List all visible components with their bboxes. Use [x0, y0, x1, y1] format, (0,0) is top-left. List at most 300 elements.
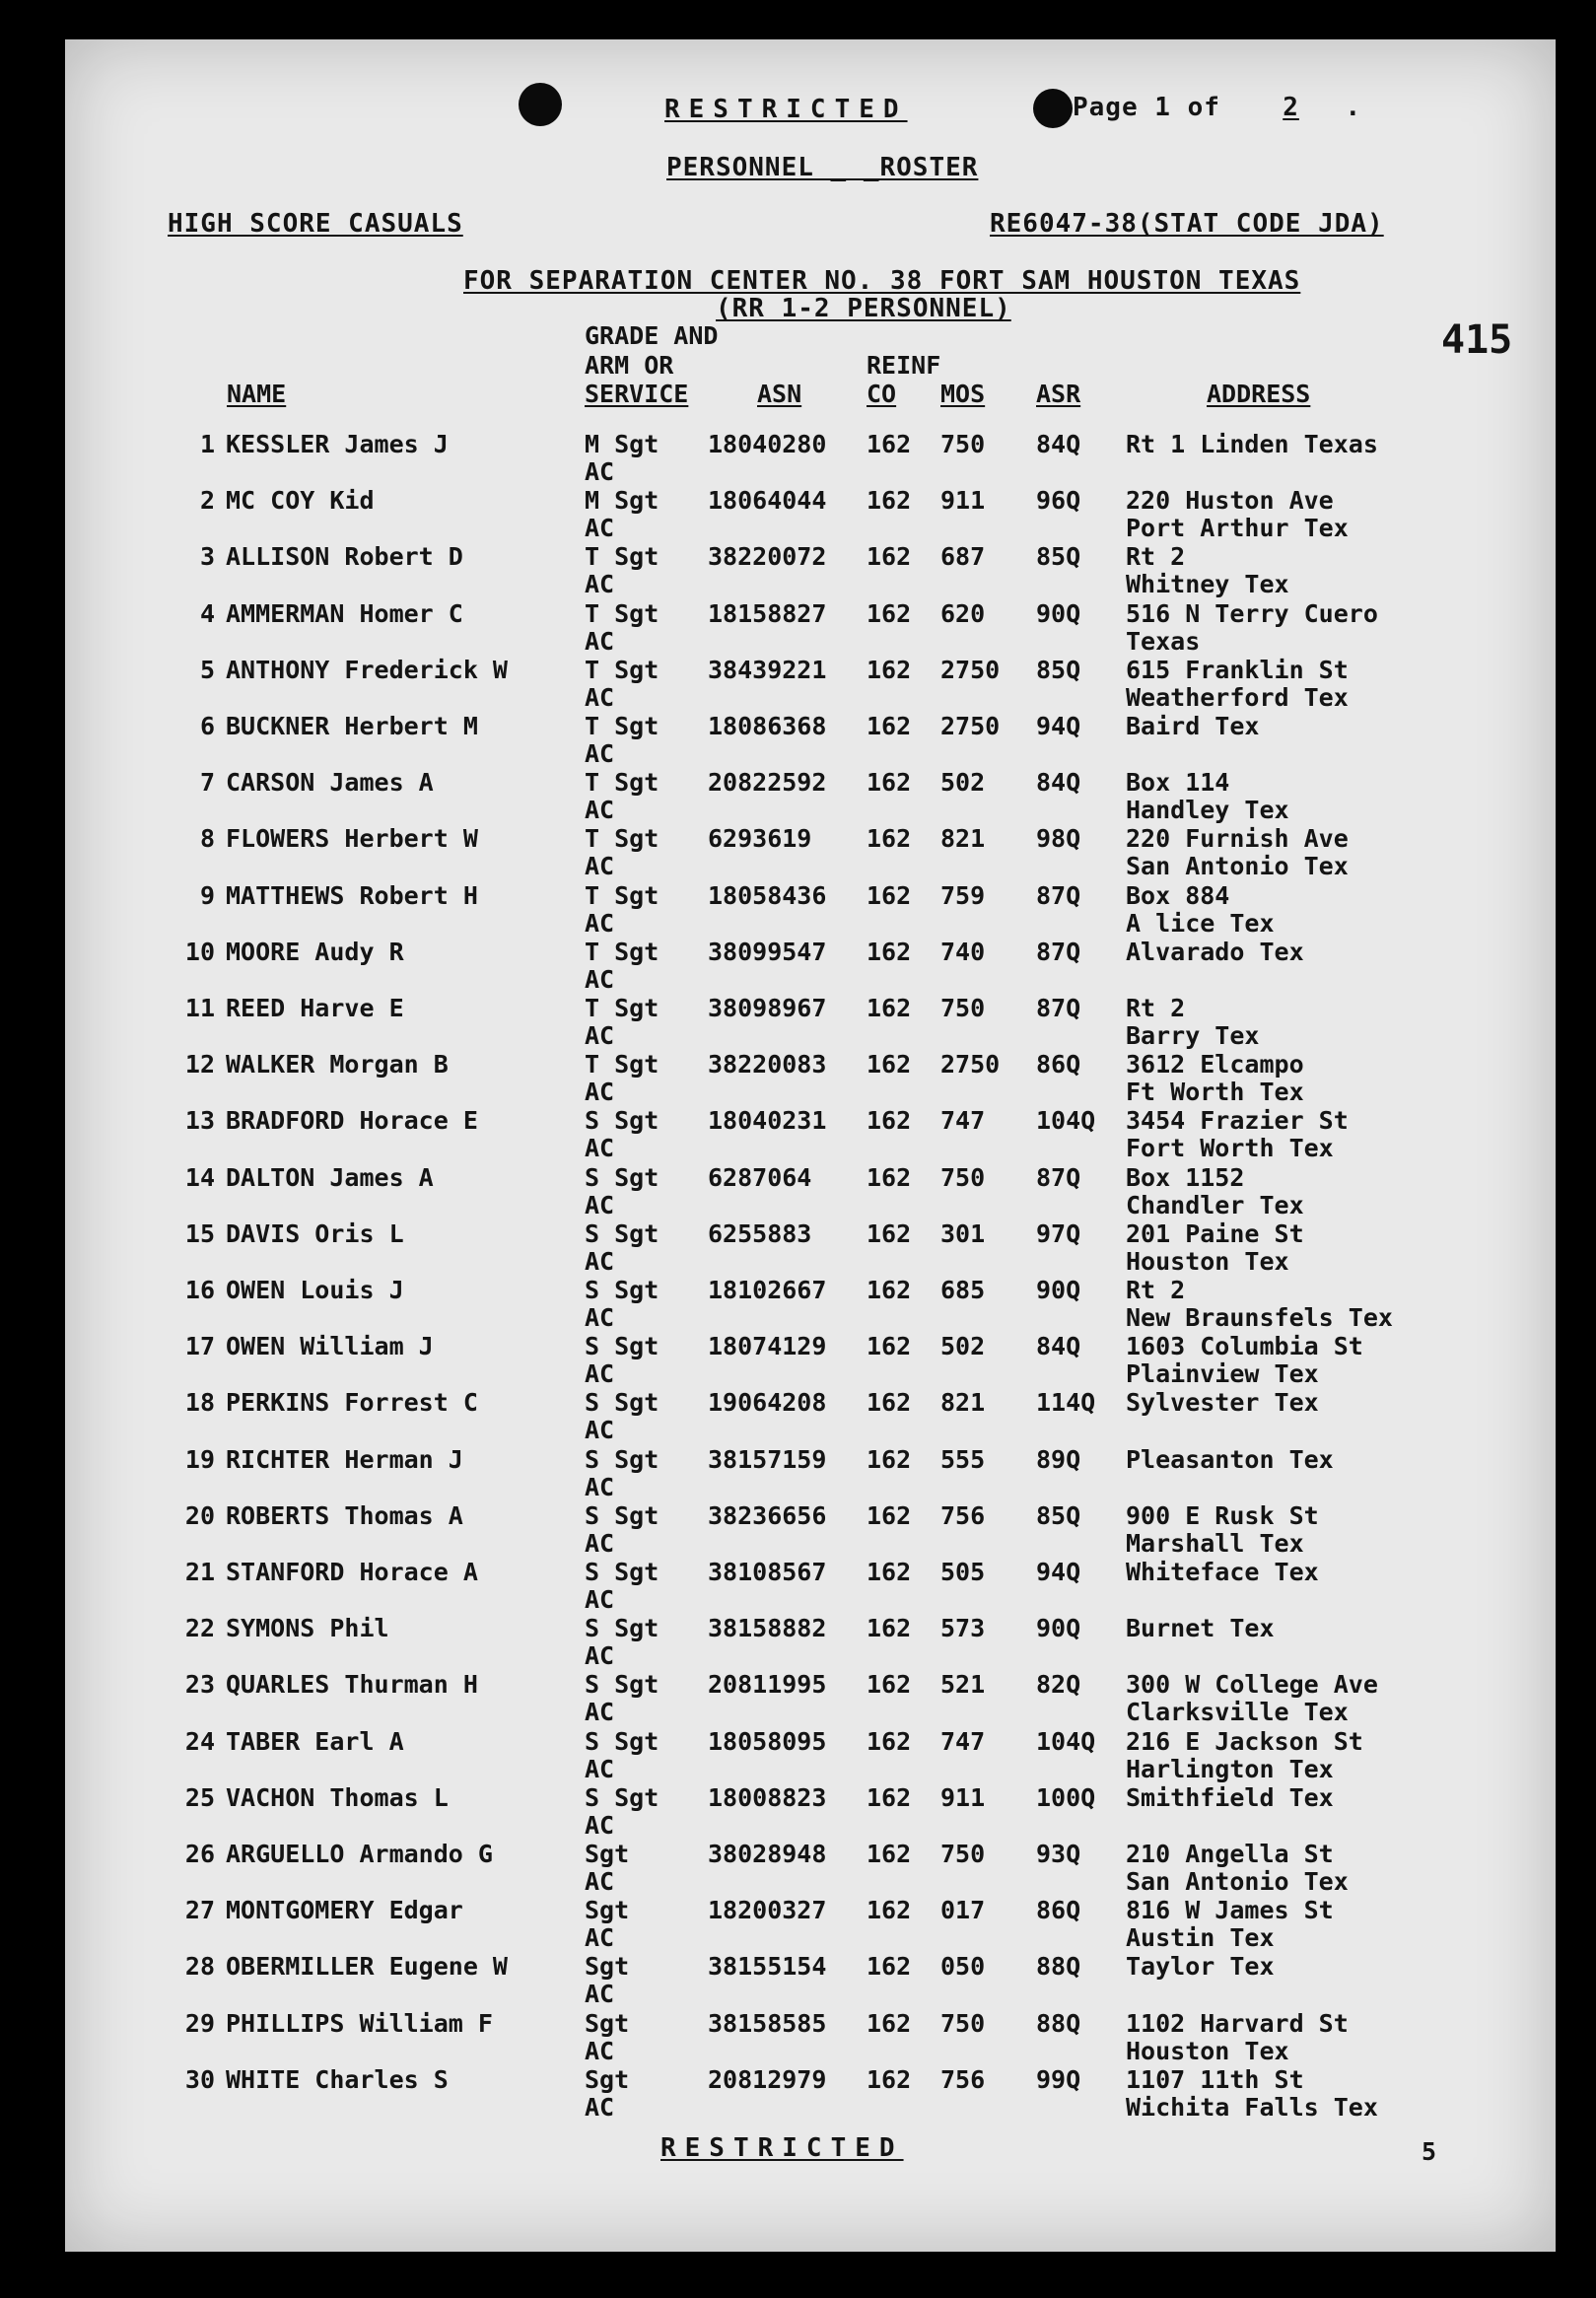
row-name: WHITE Charles S	[226, 2064, 449, 2094]
row-number: 25	[184, 1782, 215, 1812]
row-grade: T Sgt	[585, 880, 659, 910]
roster-title: PERSONNEL _ _ROSTER	[666, 153, 979, 182]
row-reinf-co: 162	[867, 1614, 912, 1643]
row-arm: AC	[585, 1021, 615, 1050]
row-asn: 6293619	[708, 824, 812, 854]
row-name: STANFORD Horace A	[226, 1558, 478, 1586]
row-asn: 18064044	[708, 486, 827, 516]
table-row	[65, 1276, 1556, 1333]
row-name: ANTHONY Frederick W	[226, 655, 508, 684]
row-reinf-co: 162	[867, 1444, 912, 1474]
row-asr: 84Q	[1036, 768, 1081, 798]
row-mos: 821	[940, 1388, 986, 1418]
row-grade: S Sgt	[585, 1726, 659, 1756]
table-row	[65, 1163, 1556, 1220]
row-number: 3	[199, 542, 215, 572]
row-address-line1: Box 1152	[1126, 1162, 1245, 1192]
row-arm: AC	[585, 457, 615, 486]
row-arm: AC	[585, 1078, 615, 1107]
row-asn: 20812979	[708, 2064, 827, 2094]
row-mos: 017	[940, 1896, 986, 1925]
row-mos: 756	[940, 1500, 986, 1530]
row-grade: T Sgt	[585, 598, 659, 628]
row-reinf-co: 162	[867, 1782, 912, 1812]
row-number: 23	[184, 1670, 215, 1700]
row-name: VACHON Thomas L	[226, 1782, 449, 1812]
row-arm: AC	[585, 1980, 615, 2009]
row-arm: AC	[585, 1246, 615, 1276]
row-asr: 88Q	[1036, 2008, 1081, 2038]
row-address-line2: Wichita Falls Tex	[1126, 2092, 1378, 2122]
row-name: SYMONS Phil	[226, 1614, 389, 1643]
table-row	[65, 1896, 1556, 1953]
table-row	[65, 1388, 1556, 1445]
row-number: 19	[184, 1444, 215, 1474]
row-name: BUCKNER Herbert M	[226, 712, 478, 740]
row-grade: Sgt	[585, 2064, 630, 2094]
row-mos: 747	[940, 1106, 986, 1136]
row-address-line1: Box 884	[1126, 880, 1230, 910]
row-asn: 38028948	[708, 1840, 827, 1868]
row-address-line1: Taylor Tex	[1126, 1952, 1275, 1982]
row-number: 16	[184, 1276, 215, 1304]
row-name: MC COY Kid	[226, 486, 375, 516]
table-row	[65, 486, 1556, 543]
col-asr: ASR	[1036, 380, 1081, 408]
row-asr: 93Q	[1036, 1840, 1081, 1868]
row-arm: AC	[585, 1867, 615, 1896]
row-mos: 573	[940, 1614, 986, 1643]
row-asr: 84Q	[1036, 430, 1081, 458]
row-asn: 6255883	[708, 1219, 812, 1248]
col-address: ADDRESS	[1207, 380, 1311, 408]
row-number: 7	[199, 768, 215, 798]
table-row	[65, 1670, 1556, 1727]
row-asr: 85Q	[1036, 655, 1081, 684]
row-number: 20	[184, 1500, 215, 1530]
row-arm: AC	[585, 2092, 615, 2122]
row-arm: AC	[585, 1134, 615, 1163]
row-grade: T Sgt	[585, 937, 659, 966]
row-grade: S Sgt	[585, 1782, 659, 1812]
row-address-line1: 816 W James St	[1126, 1896, 1334, 1925]
table-row	[65, 994, 1556, 1051]
row-mos: 750	[940, 994, 986, 1022]
row-asr: 87Q	[1036, 880, 1081, 910]
row-asn: 18074129	[708, 1332, 827, 1361]
row-grade: T Sgt	[585, 768, 659, 798]
row-asr: 85Q	[1036, 542, 1081, 572]
row-address-line1: 220 Huston Ave	[1126, 486, 1334, 516]
row-reinf-co: 162	[867, 1219, 912, 1248]
row-address-line1: 201 Paine St	[1126, 1219, 1304, 1248]
row-asr: 104Q	[1036, 1726, 1096, 1756]
row-name: ARGUELLO Armando G	[226, 1840, 493, 1868]
row-reinf-co: 162	[867, 1050, 912, 1079]
row-number: 4	[199, 598, 215, 628]
row-grade: Sgt	[585, 1840, 630, 1868]
row-address-line1: 300 W College Ave	[1126, 1670, 1378, 1700]
row-mos: 821	[940, 824, 986, 854]
row-grade: S Sgt	[585, 1388, 659, 1418]
row-mos: 2750	[940, 655, 1001, 684]
restricted-top: RESTRICTED	[664, 95, 908, 124]
row-asr: 85Q	[1036, 1500, 1081, 1530]
row-name: MONTGOMERY Edgar	[226, 1896, 463, 1925]
row-address-line2: Texas	[1126, 626, 1201, 656]
row-asn: 19064208	[708, 1388, 827, 1418]
row-mos: 750	[940, 2008, 986, 2038]
col-name: NAME	[227, 380, 287, 408]
row-number: 28	[184, 1952, 215, 1982]
row-name: KESSLER James J	[226, 430, 449, 458]
page-label: Page 1 of	[1073, 93, 1220, 122]
row-asn: 38220072	[708, 542, 827, 572]
row-name: QUARLES Thurman H	[226, 1670, 478, 1700]
row-name: CARSON James A	[226, 768, 434, 798]
table-row	[65, 768, 1556, 825]
row-address-line1: 3612 Elcampo	[1126, 1050, 1304, 1079]
separation-category: (RR 1-2 PERSONNEL)	[716, 294, 1011, 323]
row-reinf-co: 162	[867, 1106, 912, 1136]
row-mos: 502	[940, 768, 986, 798]
row-asr: 100Q	[1036, 1782, 1096, 1812]
row-name: ALLISON Robert D	[226, 542, 463, 572]
col-mos: MOS	[940, 380, 986, 408]
row-mos: 555	[940, 1444, 986, 1474]
row-arm: AC	[585, 739, 615, 768]
row-address-line2: New Braunsfels Tex	[1126, 1303, 1393, 1332]
row-asr: 90Q	[1036, 1276, 1081, 1304]
table-row	[65, 938, 1556, 995]
row-address-line1: 1107 11th St	[1126, 2064, 1304, 2094]
row-mos: 750	[940, 1840, 986, 1868]
row-address-line1: 1102 Harvard St	[1126, 2008, 1349, 2038]
row-grade: S Sgt	[585, 1219, 659, 1248]
row-name: BRADFORD Horace E	[226, 1106, 478, 1136]
row-address-line2: San Antonio Tex	[1126, 1867, 1349, 1896]
row-asn: 38439221	[708, 655, 827, 684]
row-arm: AC	[585, 570, 615, 599]
row-address-line1: 615 Franklin St	[1126, 655, 1349, 684]
row-asr: 84Q	[1036, 1332, 1081, 1361]
row-asn: 20811995	[708, 1670, 827, 1700]
row-name: FLOWERS Herbert W	[226, 824, 478, 854]
restricted-bottom: RESTRICTED	[660, 2133, 904, 2163]
row-number: 8	[199, 824, 215, 854]
row-address-line1: Alvarado Tex	[1126, 937, 1304, 966]
row-arm: AC	[585, 1641, 615, 1671]
row-number: 22	[184, 1614, 215, 1643]
row-grade: M Sgt	[585, 486, 659, 516]
row-mos: 750	[940, 430, 986, 458]
row-reinf-co: 162	[867, 542, 912, 572]
table-row	[65, 881, 1556, 939]
col-grade-line3: SERVICE	[585, 380, 689, 408]
row-name: MOORE Audy R	[226, 937, 404, 966]
row-asr: 90Q	[1036, 1614, 1081, 1643]
row-reinf-co: 162	[867, 1952, 912, 1982]
row-mos: 911	[940, 486, 986, 516]
row-name: PERKINS Forrest C	[226, 1388, 478, 1418]
row-asn: 18058436	[708, 880, 827, 910]
row-reinf-co: 162	[867, 824, 912, 854]
table-row	[65, 1332, 1556, 1389]
row-reinf-co: 162	[867, 1162, 912, 1192]
punch-hole-left	[519, 83, 562, 126]
row-name: MATTHEWS Robert H	[226, 880, 478, 910]
row-arm: AC	[585, 1810, 615, 1840]
table-row	[65, 712, 1556, 769]
row-mos: 502	[940, 1332, 986, 1361]
table-row	[65, 1219, 1556, 1277]
row-number: 1	[199, 430, 215, 458]
row-address-line2: Plainview Tex	[1126, 1359, 1319, 1389]
row-address-line1: Smithfield Tex	[1126, 1782, 1334, 1812]
row-address-line1: 1603 Columbia St	[1126, 1332, 1363, 1361]
row-reinf-co: 162	[867, 1896, 912, 1925]
row-reinf-co: 162	[867, 994, 912, 1022]
row-mos: 911	[940, 1782, 986, 1812]
row-reinf-co: 162	[867, 655, 912, 684]
row-mos: 301	[940, 1219, 986, 1248]
row-asr: 87Q	[1036, 994, 1081, 1022]
row-asn: 20822592	[708, 768, 827, 798]
row-address-line2: Austin Tex	[1126, 1923, 1275, 1953]
row-grade: S Sgt	[585, 1614, 659, 1643]
row-arm: AC	[585, 626, 615, 656]
row-name: WALKER Morgan B	[226, 1050, 449, 1079]
row-reinf-co: 162	[867, 880, 912, 910]
table-row	[65, 824, 1556, 881]
row-reinf-co: 162	[867, 1388, 912, 1418]
row-asr: 90Q	[1036, 598, 1081, 628]
table-row	[65, 1840, 1556, 1897]
row-asn: 38158585	[708, 2008, 827, 2038]
row-mos: 740	[940, 937, 986, 966]
row-mos: 759	[940, 880, 986, 910]
col-grade-line2: ARM OR	[585, 351, 674, 380]
row-grade: S Sgt	[585, 1558, 659, 1586]
row-address-line1: Sylvester Tex	[1126, 1388, 1319, 1418]
row-number: 5	[199, 655, 215, 684]
row-grade: T Sgt	[585, 655, 659, 684]
row-asn: 18058095	[708, 1726, 827, 1756]
row-asr: 86Q	[1036, 1896, 1081, 1925]
row-grade: S Sgt	[585, 1670, 659, 1700]
row-arm: AC	[585, 1303, 615, 1332]
row-name: RICHTER Herman J	[226, 1444, 463, 1474]
row-asr: 94Q	[1036, 1558, 1081, 1586]
row-address-line2: Houston Tex	[1126, 2036, 1289, 2065]
row-mos: 620	[940, 598, 986, 628]
row-arm: AC	[585, 796, 615, 825]
row-grade: T Sgt	[585, 824, 659, 854]
row-reinf-co: 162	[867, 1840, 912, 1868]
row-asn: 18102667	[708, 1276, 827, 1304]
row-number: 6	[199, 712, 215, 740]
row-name: PHILLIPS William F	[226, 2008, 493, 2038]
row-address-line2: Weatherford Tex	[1126, 682, 1349, 712]
table-row	[65, 1952, 1556, 2009]
row-mos: 750	[940, 1162, 986, 1192]
row-reinf-co: 162	[867, 598, 912, 628]
col-asn: ASN	[757, 380, 802, 408]
roster-code: RE6047-38(STAT CODE JDA)	[990, 209, 1384, 239]
row-mos: 756	[940, 2064, 986, 2094]
table-row	[65, 1501, 1556, 1559]
row-address-line2: Marshall Tex	[1126, 1528, 1304, 1558]
row-asn: 38099547	[708, 937, 827, 966]
row-number: 12	[184, 1050, 215, 1079]
row-asr: 82Q	[1036, 1670, 1081, 1700]
row-address-line1: 210 Angella St	[1126, 1840, 1334, 1868]
row-address-line2: Harlington Tex	[1126, 1754, 1334, 1783]
row-grade: M Sgt	[585, 430, 659, 458]
row-address-line1: Box 114	[1126, 768, 1230, 798]
row-asr: 86Q	[1036, 1050, 1081, 1079]
row-arm: AC	[585, 1754, 615, 1783]
row-asn: 18200327	[708, 1896, 827, 1925]
col-grade-line1: GRADE AND	[585, 321, 719, 350]
table-row	[65, 2009, 1556, 2066]
row-asr: 88Q	[1036, 1952, 1081, 1982]
row-asn: 38108567	[708, 1558, 827, 1586]
row-grade: T Sgt	[585, 712, 659, 740]
row-address-line2: Houston Tex	[1126, 1246, 1289, 1276]
row-asr: 96Q	[1036, 486, 1081, 516]
page-indicator: Page 1 of 2 .	[1073, 93, 1362, 122]
row-asr: 114Q	[1036, 1388, 1096, 1418]
row-asr: 98Q	[1036, 824, 1081, 854]
row-number: 26	[184, 1840, 215, 1868]
row-mos: 747	[940, 1726, 986, 1756]
row-reinf-co: 162	[867, 1276, 912, 1304]
row-number: 9	[199, 880, 215, 910]
row-number: 2	[199, 486, 215, 516]
table-row	[65, 542, 1556, 599]
row-mos: 2750	[940, 1050, 1001, 1079]
row-address-line2: Clarksville Tex	[1126, 1698, 1349, 1727]
row-name: DAVIS Oris L	[226, 1219, 404, 1248]
row-address-line1: Rt 1 Linden Texas	[1126, 430, 1378, 458]
row-arm: AC	[585, 1528, 615, 1558]
row-asn: 18040280	[708, 430, 827, 458]
row-asn: 38236656	[708, 1500, 827, 1530]
row-mos: 505	[940, 1558, 986, 1586]
row-asr: 87Q	[1036, 1162, 1081, 1192]
row-name: OWEN Louis J	[226, 1276, 404, 1304]
row-mos: 2750	[940, 712, 1001, 740]
row-address-line1: Baird Tex	[1126, 712, 1260, 740]
stamp-number: 415	[1441, 317, 1513, 363]
row-name: AMMERMAN Homer C	[226, 598, 463, 628]
row-reinf-co: 162	[867, 430, 912, 458]
row-arm: AC	[585, 1698, 615, 1727]
row-address-line1: Whiteface Tex	[1126, 1558, 1319, 1586]
row-address-line1: Rt 2	[1126, 542, 1186, 572]
unit-name: HIGH SCORE CASUALS	[168, 209, 463, 239]
row-address-line2: Port Arthur Tex	[1126, 514, 1349, 543]
corner-mark: 5	[1422, 2137, 1437, 2166]
row-address-line1: 3454 Frazier St	[1126, 1106, 1349, 1136]
row-asr: 94Q	[1036, 712, 1081, 740]
col-reinf: REINF	[867, 351, 941, 380]
row-number: 17	[184, 1332, 215, 1361]
row-name: DALTON James A	[226, 1162, 434, 1192]
row-address-line2: Chandler Tex	[1126, 1190, 1304, 1219]
row-grade: Sgt	[585, 1952, 630, 1982]
row-address-line1: Rt 2	[1126, 994, 1186, 1022]
table-row	[65, 2065, 1556, 2123]
row-grade: T Sgt	[585, 994, 659, 1022]
table-row	[65, 1614, 1556, 1671]
row-name: ROBERTS Thomas A	[226, 1500, 463, 1530]
row-address-line2: San Antonio Tex	[1126, 852, 1349, 881]
row-arm: AC	[585, 908, 615, 938]
row-reinf-co: 162	[867, 2064, 912, 2094]
row-name: TABER Earl A	[226, 1726, 404, 1756]
row-arm: AC	[585, 1923, 615, 1953]
table-row	[65, 1106, 1556, 1163]
table-row	[65, 1783, 1556, 1841]
row-grade: S Sgt	[585, 1276, 659, 1304]
row-arm: AC	[585, 964, 615, 994]
row-asn: 38158882	[708, 1614, 827, 1643]
row-mos: 685	[940, 1276, 986, 1304]
row-mos: 521	[940, 1670, 986, 1700]
row-grade: T Sgt	[585, 1050, 659, 1079]
table-row	[65, 1727, 1556, 1784]
row-arm: AC	[585, 1416, 615, 1445]
row-number: 29	[184, 2008, 215, 2038]
row-asn: 38157159	[708, 1444, 827, 1474]
row-number: 30	[184, 2064, 215, 2094]
roster-page	[65, 39, 1556, 2252]
row-number: 21	[184, 1558, 215, 1586]
row-name: OBERMILLER Eugene W	[226, 1952, 508, 1982]
row-arm: AC	[585, 1190, 615, 1219]
table-row	[65, 430, 1556, 487]
row-number: 27	[184, 1896, 215, 1925]
row-address-line1: 216 E Jackson St	[1126, 1726, 1363, 1756]
row-asr: 104Q	[1036, 1106, 1096, 1136]
row-grade: S Sgt	[585, 1332, 659, 1361]
row-asr: 99Q	[1036, 2064, 1081, 2094]
row-address-line2: Barry Tex	[1126, 1021, 1260, 1050]
row-asn: 38098967	[708, 994, 827, 1022]
row-arm: AC	[585, 1585, 615, 1614]
row-asr: 97Q	[1036, 1219, 1081, 1248]
col-co: CO	[867, 380, 897, 408]
row-asn: 38220083	[708, 1050, 827, 1079]
row-asn: 38155154	[708, 1952, 827, 1982]
row-arm: AC	[585, 514, 615, 543]
row-arm: AC	[585, 1359, 615, 1389]
row-address-line1: Pleasanton Tex	[1126, 1444, 1334, 1474]
row-mos: 687	[940, 542, 986, 572]
row-arm: AC	[585, 2036, 615, 2065]
row-reinf-co: 162	[867, 1670, 912, 1700]
row-grade: S Sgt	[585, 1162, 659, 1192]
table-row	[65, 656, 1556, 713]
row-reinf-co: 162	[867, 486, 912, 516]
row-address-line1: Rt 2	[1126, 1276, 1186, 1304]
row-number: 11	[184, 994, 215, 1022]
table-row	[65, 599, 1556, 657]
row-address-line2: Fort Worth Tex	[1126, 1134, 1334, 1163]
row-grade: S Sgt	[585, 1500, 659, 1530]
